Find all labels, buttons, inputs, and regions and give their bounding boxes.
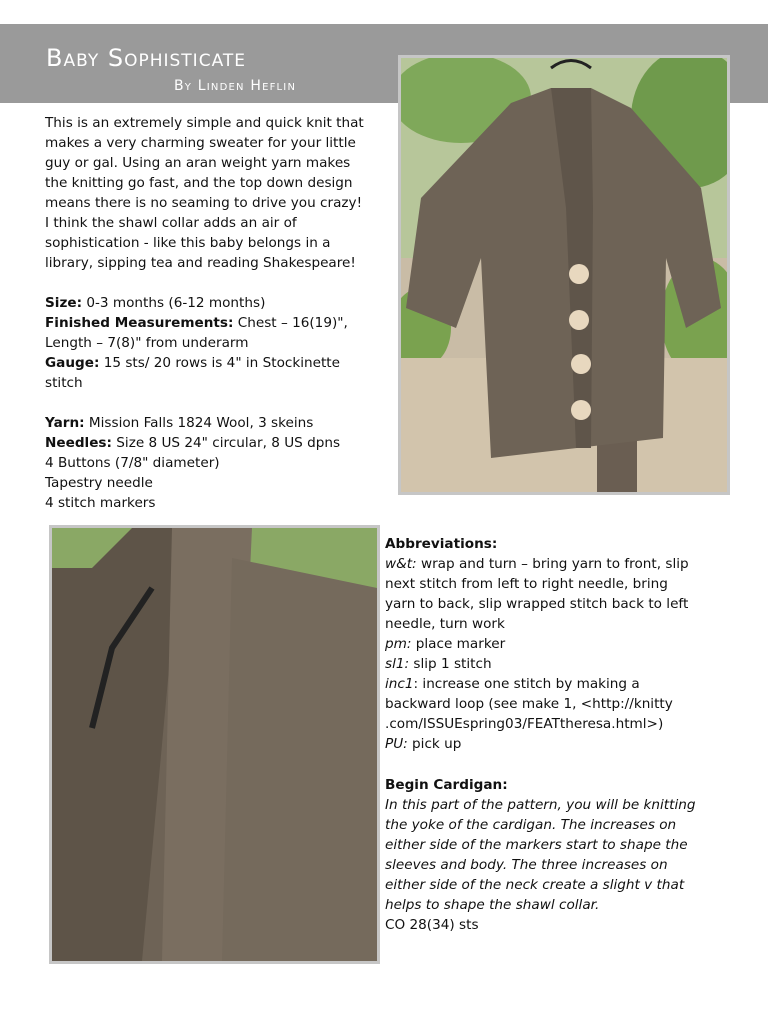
wt-def-line: next stitch from left to right needle, bring bbox=[385, 576, 668, 592]
begin-cardigan-line: In this part of the pattern, you will be knitting bbox=[385, 797, 696, 813]
yarn-value: Mission Falls 1824 Wool, 3 skeins bbox=[84, 415, 314, 431]
collar-closeup-photo bbox=[49, 525, 380, 964]
gauge-value: 15 sts/ 20 rows is 4" in Stockinette bbox=[99, 355, 341, 371]
pattern-byline: By Linden Heflin bbox=[174, 78, 297, 94]
pm-def: place marker bbox=[411, 636, 506, 652]
finished-value: Chest – 16(19)", bbox=[233, 315, 348, 331]
materials-block bbox=[45, 413, 390, 513]
begin-cardigan-line: the yoke of the cardigan. The increases on bbox=[385, 817, 677, 833]
pu-term: PU: bbox=[385, 736, 408, 752]
yarn-line bbox=[45, 413, 390, 433]
gauge-label: Gauge: bbox=[45, 355, 100, 371]
begin-cardigan-block bbox=[385, 775, 730, 935]
cast-on-line: CO 28(34) sts bbox=[385, 917, 479, 933]
wt-line bbox=[385, 554, 725, 574]
abbreviations-heading-text: Abbreviations: bbox=[385, 536, 498, 552]
begin-cardigan-heading-text: Begin Cardigan: bbox=[385, 777, 508, 793]
specs-block bbox=[45, 293, 390, 393]
pm-line bbox=[385, 634, 725, 654]
collar-closeup-illustration bbox=[52, 528, 377, 961]
yarn-label: Yarn: bbox=[45, 415, 85, 431]
finished-value-line: Length – 7(8)" from underarm bbox=[45, 335, 249, 351]
inc1-link[interactable]: .com/ISSUEspring03/FEATtheresa.html>) bbox=[385, 716, 664, 732]
inc1-line bbox=[385, 674, 725, 694]
intro-line: the knitting go fast, and the top down design bbox=[45, 175, 353, 191]
finished-line bbox=[45, 313, 390, 333]
needles-label: Needles: bbox=[45, 435, 112, 451]
wt-def-line: yarn to back, slip wrapped stitch back to left bbox=[385, 596, 689, 612]
begin-cardigan-line: either side of the markers start to shape the bbox=[385, 837, 688, 853]
buttons-line: 4 Buttons (7/8" diameter) bbox=[45, 455, 220, 471]
finished-label: Finished Measurements: bbox=[45, 315, 234, 331]
gauge-line bbox=[45, 353, 390, 373]
markers-line: 4 stitch markers bbox=[45, 495, 156, 511]
intro-line: means there is no seaming to drive you crazy! bbox=[45, 195, 363, 211]
sl1-line bbox=[385, 654, 725, 674]
needles-value: Size 8 US 24" circular, 8 US dpns bbox=[111, 435, 341, 451]
intro-line: makes a very charming sweater for your little bbox=[45, 135, 356, 151]
size-value: 0-3 months (6-12 months) bbox=[82, 295, 266, 311]
wt-def-line: needle, turn work bbox=[385, 616, 505, 632]
intro-line: library, sipping tea and reading Shakespeare! bbox=[45, 255, 356, 271]
wt-def: wrap and turn – bring yarn to front, slip bbox=[416, 556, 689, 572]
sl1-def: slip 1 stitch bbox=[409, 656, 492, 672]
pm-term: pm: bbox=[385, 636, 412, 652]
cardigan-photo bbox=[398, 55, 730, 495]
sl1-term: sl1: bbox=[385, 656, 410, 672]
pu-line bbox=[385, 734, 725, 754]
tapestry-line: Tapestry needle bbox=[45, 475, 153, 491]
needles-line bbox=[45, 433, 390, 453]
begin-cardigan-line: either side of the neck create a slight v that bbox=[385, 877, 685, 893]
intro-line: This is an extremely simple and quick knit that bbox=[45, 115, 364, 131]
begin-cardigan-line: helps to shape the shawl collar. bbox=[385, 897, 600, 913]
intro-line: guy or gal. Using an aran weight yarn makes bbox=[45, 155, 351, 171]
abbreviations-heading bbox=[385, 534, 725, 554]
begin-cardigan-heading bbox=[385, 775, 730, 795]
intro-line: sophistication - like this baby belongs in a bbox=[45, 235, 331, 251]
intro-line: I think the shawl collar adds an air of bbox=[45, 215, 297, 231]
cardigan-photo-illustration bbox=[401, 58, 727, 492]
size-label: Size: bbox=[45, 295, 83, 311]
abbreviations-block bbox=[385, 534, 725, 754]
inc1-def-line: backward loop (see make 1, <http://knitty bbox=[385, 696, 673, 712]
size-line bbox=[45, 293, 390, 313]
inc1-def: : increase one stitch by making a bbox=[413, 676, 640, 692]
pattern-title: Baby Sophisticate bbox=[46, 44, 246, 72]
wt-term: w&t: bbox=[385, 556, 417, 572]
gauge-value-line: stitch bbox=[45, 375, 83, 391]
intro-paragraph bbox=[45, 113, 390, 273]
pu-def: pick up bbox=[407, 736, 462, 752]
begin-cardigan-line: sleeves and body. The three increases on bbox=[385, 857, 668, 873]
inc1-term: inc1 bbox=[385, 676, 414, 692]
